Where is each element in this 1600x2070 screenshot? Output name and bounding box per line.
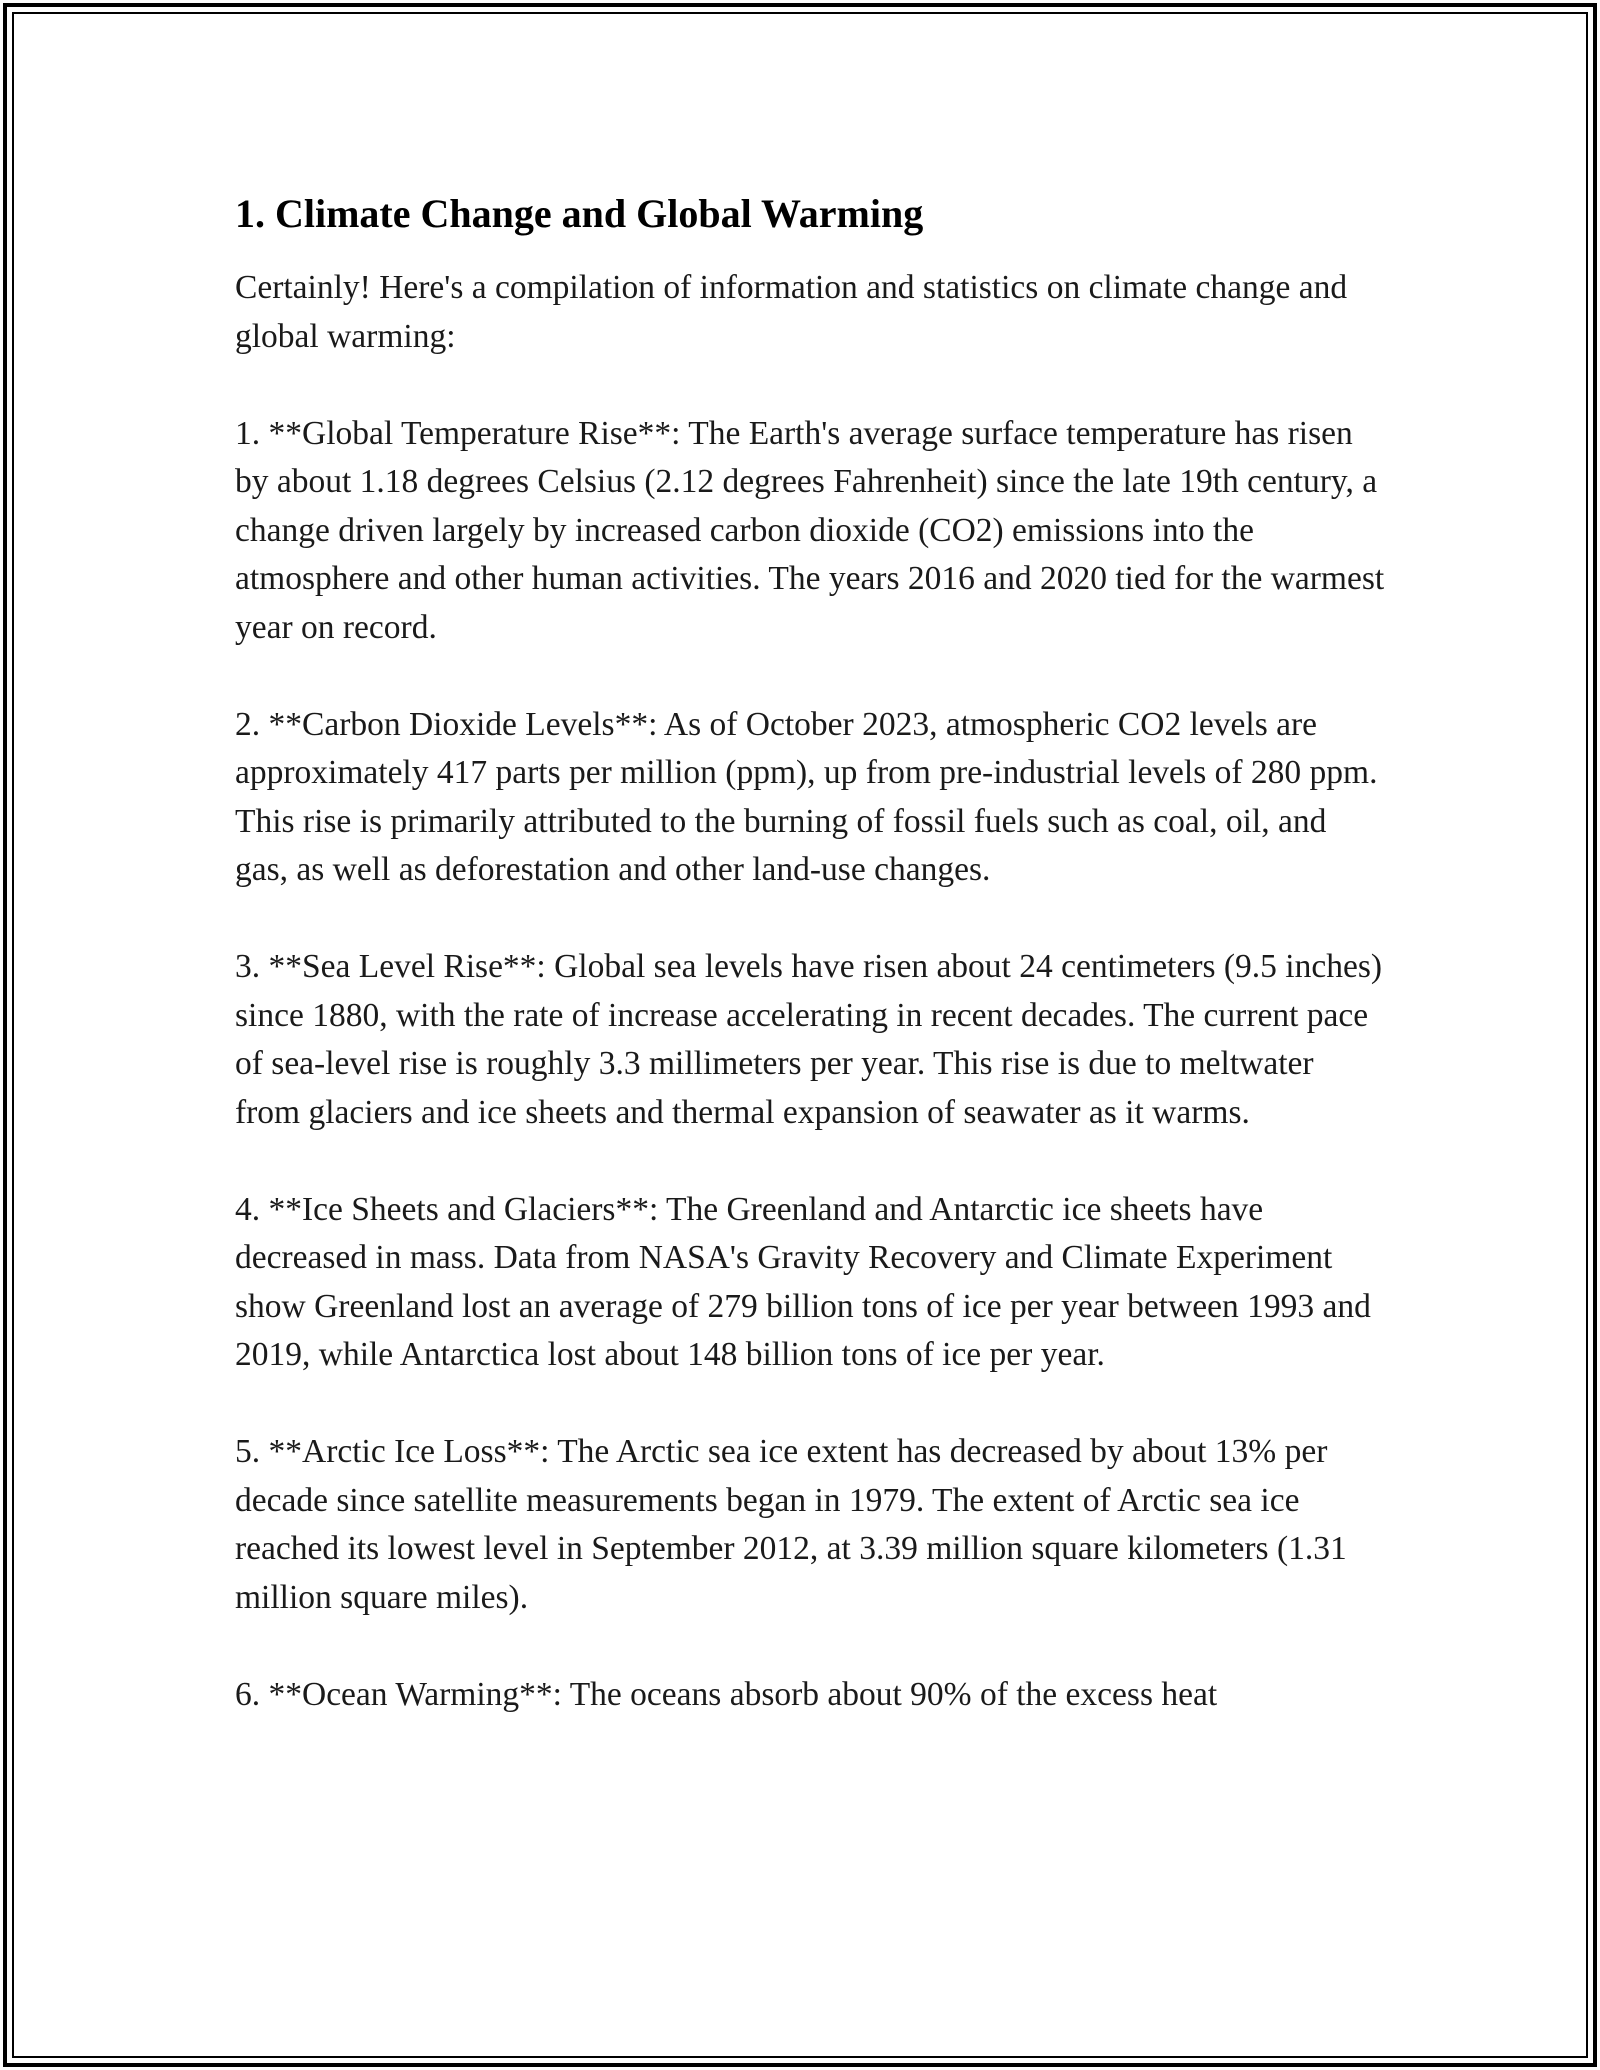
list-item-sea-level-rise: 3. **Sea Level Rise**: Global sea levels have risen about 24 centimeters (9.5 inches) since 1880, with the rate of increase accelerating in recent decades. The current pace of sea-level rise is roughly 3.3 millimeters per year. This rise is due to meltwater from glaciers and ice sheets and thermal expansion of seawater as it warms. — [235, 948, 1383, 1131]
list-item-global-temperature-rise: 1. **Global Temperature Rise**: The Earth's average surface temperature has risen by about 1.18 degrees Celsius (2.12 degrees Fahrenheit) since the late 19th century, a change driven largely by increased carbon dioxide (CO2) emissions into the atmosphere and other human activities. The years 2016 and 2020 tied for the warmest year on record. — [235, 414, 1385, 646]
intro-paragraph: Certainly! Here's a compilation of information and statistics on climate change and global warming: — [235, 269, 1348, 355]
list-item-arctic-ice-loss: 5. **Arctic Ice Loss**: The Arctic sea ice extent has decreased by about 13% per decade since satellite measurements began in 1979. The extent of Arctic sea ice reached its lowest level in September 2012, at 3.39 million square kilometers (1.31 million square miles). — [235, 1433, 1347, 1616]
list-item-carbon-dioxide-levels: 2. **Carbon Dioxide Levels**: As of October 2023, atmospheric CO2 levels are approximately 417 parts per million (ppm), up from pre-industrial levels of 280 ppm. This rise is primarily attributed to the burning of fossil fuels such as coal, oil, and gas, as well as deforestation and other land-use changes. — [235, 705, 1378, 888]
list-item-ocean-warming: 6. **Ocean Warming**: The oceans absorb about 90% of the excess heat — [235, 1675, 1218, 1713]
document-body — [235, 186, 1385, 1719]
list-item-ice-sheets-and-glaciers: 4. **Ice Sheets and Glaciers**: The Greenland and Antarctic ice sheets have decreased in mass. Data from NASA's Gravity Recovery and Climate Experiment show Greenland lost an average of 279 billion tons of ice per year between 1993 and 2019, while Antarctica lost about 148 billion tons of ice per year. — [235, 1190, 1371, 1373]
document-title: 1. Climate Change and Global Warming — [235, 191, 924, 236]
